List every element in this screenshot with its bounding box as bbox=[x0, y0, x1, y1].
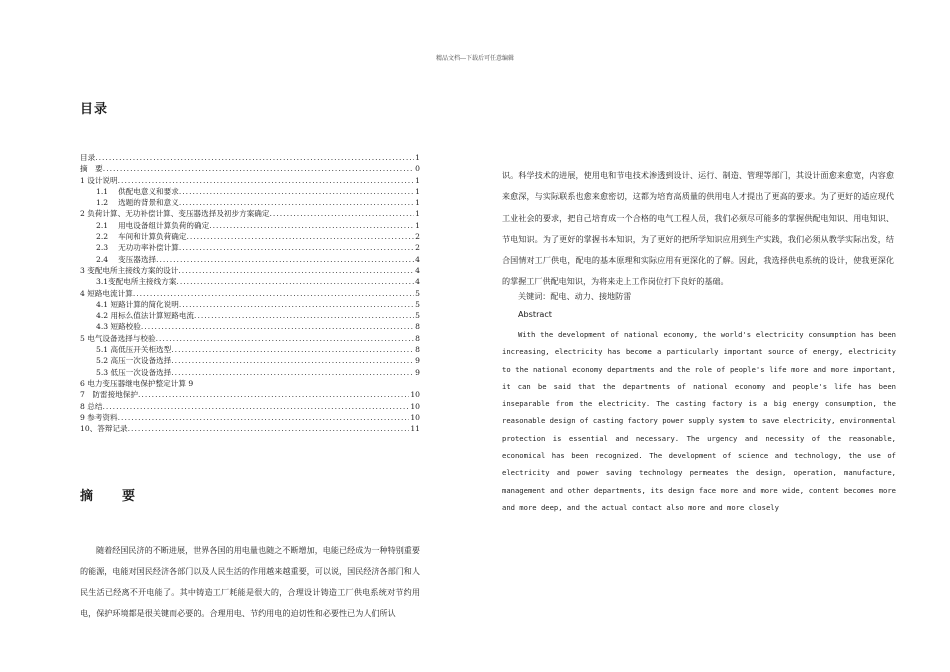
toc-entry-label: 3.1变配电所主接线方案 bbox=[96, 277, 177, 287]
toc-leader-dots bbox=[128, 423, 410, 434]
toc-entry[interactable] bbox=[80, 152, 420, 163]
toc-leader-dots bbox=[179, 186, 414, 197]
toc-leader-dots bbox=[156, 333, 415, 344]
toc-leader-dots bbox=[156, 254, 414, 265]
toc-entry-label: 10、答辩记录 bbox=[80, 424, 128, 434]
toc-entry-label: 1 设计说明 bbox=[80, 175, 118, 185]
toc-entry[interactable] bbox=[80, 265, 420, 276]
toc-leader-dots bbox=[95, 152, 414, 163]
toc-entry[interactable] bbox=[80, 423, 420, 434]
toc-entry[interactable] bbox=[80, 321, 420, 332]
toc-entry-page: 5 bbox=[415, 299, 420, 309]
toc-entry-page: 2 bbox=[415, 232, 420, 242]
toc-entry-page: 9 bbox=[415, 356, 420, 366]
toc-entry-page: 4 bbox=[415, 265, 420, 275]
toc-entry[interactable] bbox=[80, 231, 420, 242]
toc-entry[interactable] bbox=[80, 412, 420, 423]
toc-entry-page: 1 bbox=[415, 198, 420, 208]
toc-leader-dots bbox=[176, 276, 414, 287]
toc-entry[interactable] bbox=[80, 288, 420, 299]
toc-entry-label: 1.1 供配电意义和要求 bbox=[96, 186, 179, 196]
toc-leader-dots bbox=[118, 175, 415, 186]
table-of-contents bbox=[80, 152, 420, 434]
toc-entry-label: 9 参考资料 bbox=[80, 412, 118, 422]
abstract-en-title: Abstract bbox=[518, 309, 552, 319]
toc-entry-page: 1 bbox=[415, 175, 420, 185]
toc-entry-label: 8 总结 bbox=[80, 401, 103, 411]
toc-entry-page: 2 bbox=[415, 243, 420, 253]
toc-entry-label: 4.2 用标么值法计算短路电流 bbox=[96, 311, 195, 321]
toc-title: 目录 bbox=[80, 102, 109, 117]
toc-entry-page: 0 bbox=[415, 164, 420, 174]
toc-leader-dots bbox=[179, 242, 414, 253]
toc-entry[interactable] bbox=[80, 242, 420, 253]
toc-leader-dots bbox=[133, 288, 414, 299]
toc-entry[interactable] bbox=[80, 208, 420, 219]
toc-entry-page: 8 bbox=[415, 333, 420, 343]
toc-entry[interactable] bbox=[80, 254, 420, 265]
keywords: 关键词：配电、动力、接地防雷 bbox=[518, 291, 632, 301]
toc-entry[interactable] bbox=[80, 333, 420, 344]
toc-entry-label: 5.3 低压一次设备选择 bbox=[96, 367, 172, 377]
toc-entry-label: 2.3 无功功率补偿计算 bbox=[96, 243, 179, 253]
toc-entry-label: 5 电气设备选择与校验 bbox=[80, 333, 156, 343]
toc-entry[interactable] bbox=[80, 367, 420, 378]
toc-leader-dots bbox=[178, 265, 414, 276]
toc-entry-page: 1 bbox=[415, 209, 420, 219]
toc-entry-page: 8 bbox=[415, 345, 420, 355]
toc-entry-page: 4 bbox=[415, 254, 420, 264]
toc-entry[interactable] bbox=[80, 175, 420, 186]
toc-entry-page: 10 bbox=[410, 401, 420, 411]
toc-entry-label: 5.1 高低压开关柜选型 bbox=[96, 345, 172, 355]
toc-entry[interactable] bbox=[80, 163, 420, 174]
toc-leader-dots bbox=[209, 220, 414, 231]
toc-entry-label: 目录 bbox=[80, 153, 96, 162]
toc-entry-page: 10 bbox=[410, 390, 420, 400]
toc-leader-dots bbox=[102, 401, 409, 412]
toc-entry-page: 1 bbox=[415, 186, 420, 196]
toc-entry[interactable] bbox=[80, 276, 420, 287]
header-note: 精品文档---下载后可任意编辑 bbox=[435, 55, 515, 62]
toc-entry[interactable] bbox=[80, 378, 420, 389]
toc-entry-page: 5 bbox=[415, 288, 420, 298]
toc-entry[interactable] bbox=[80, 299, 420, 310]
toc-entry-label: 1.2 选题的背景和意义 bbox=[96, 198, 179, 208]
toc-entry[interactable] bbox=[80, 220, 420, 231]
toc-entry-page: 4 bbox=[415, 277, 420, 287]
toc-entry[interactable] bbox=[80, 389, 420, 400]
toc-entry-label: 4.1 短路计算的简化说明 bbox=[96, 299, 179, 309]
toc-entry-label: 5.2 高压一次设备选择 bbox=[96, 356, 172, 366]
toc-entry-label: 2.2 车间和计算负荷确定 bbox=[96, 232, 187, 242]
toc-entry-page bbox=[193, 378, 194, 389]
toc-leader-dots bbox=[179, 299, 414, 310]
toc-entry-label: 2.1 用电设备组计算负荷的确定 bbox=[96, 220, 210, 230]
toc-entry-label: 7 防雷接地保护 bbox=[80, 390, 138, 400]
toc-entry-label: 摘 要 bbox=[80, 164, 103, 174]
abstract-en-text: With the development of national economy, the world's electricity consumption has been increasing, electricity has become a particularly important source of energy, electricity to the national economy departments and the role of people's life more and more important, it can be said that the departments of national economy and people's life has been inseparable from the electricity. The casting factory is a big energy consumption, the reasonable design of casting factory power supply system to save electricity, environmental protection is essential and necessary. The urgency and necessity of the reasonable, economical has been recognized. The development of science and technology, the use of electricity and power saving technology permeates the design, operation, manufacture, management and other departments, its design face more and more wide, content becomes more and more deep, and the actual contact also more and more closely bbox=[502, 330, 896, 512]
toc-leader-dots bbox=[270, 208, 415, 219]
toc-entry-label: 3 变配电所主接线方案的设计 bbox=[80, 265, 179, 275]
toc-entry[interactable] bbox=[80, 197, 420, 208]
abstract-paragraph-right: 识。科学技术的进展，使用电和节电技术渗透到设计、运行、制造、管理等部门，其设计面愈来愈宽，内容愈来愈深，与实际联系也愈来愈密切，这都为培育高质量的供用电人才提出了更高的要求。为了更好的适应现代工业社会的要求，把自己培育成一个合格的电气工程人员，我们必须尽可能多的掌握供配电知识、用电知识、节电知识。为了更好的掌握书本知识，为了更好的把所学知识应用到生产实践，我们必须从教学实际出发，结合国情对工厂供电，配电的基本原理和实际应用有更深化的了解。因此，我选择供电系统的设计，使我更深化的掌握工厂供配电知识，为将来走上工作岗位打下良好的基础。 bbox=[502, 170, 894, 287]
toc-leader-dots bbox=[194, 310, 414, 321]
abstract-title: 摘 要 bbox=[80, 489, 144, 504]
toc-entry[interactable] bbox=[80, 310, 420, 321]
toc-leader-dots bbox=[141, 321, 414, 332]
toc-leader-dots bbox=[171, 367, 414, 378]
toc-entry-label: 2.4 变压器选择 bbox=[96, 254, 157, 264]
abstract-paragraph-left: 随着经国民济的不断进展，世界各国的用电量也随之不断增加，电能已经成为一种特别重要的能源，电能对国民经济各部门以及人民生活的作用越来越重要，可以说，国民经济各部门和人民生活已经离不开电能了。其中铸造工厂耗能是很大的，合理设计铸造工厂供电系统对节约用电，保护环境都是很关键而必要的。合理用电、节约用电的迫切性和必要性已为人们所认 bbox=[80, 545, 420, 618]
toc-entry-page: 5 bbox=[415, 311, 420, 321]
toc-leader-dots bbox=[138, 389, 409, 400]
toc-entry-page: 11 bbox=[410, 424, 420, 434]
toc-entry-label: 2 负荷计算、无功补偿计算、变压器选择及初步方案确定 bbox=[80, 209, 270, 219]
toc-leader-dots bbox=[103, 163, 414, 174]
toc-entry[interactable] bbox=[80, 401, 420, 412]
toc-leader-dots bbox=[118, 412, 410, 423]
toc-entry-label: 4.3 短路校验 bbox=[96, 322, 141, 332]
toc-leader-dots bbox=[171, 344, 414, 355]
toc-entry[interactable] bbox=[80, 344, 420, 355]
toc-leader-dots bbox=[186, 231, 414, 242]
toc-leader-dots bbox=[171, 355, 414, 366]
toc-leader-dots bbox=[179, 197, 414, 208]
toc-entry[interactable] bbox=[80, 355, 420, 366]
toc-entry-label: 4 短路电流计算 bbox=[80, 288, 133, 298]
toc-entry-page: 10 bbox=[410, 412, 420, 422]
toc-entry-page: 8 bbox=[415, 322, 420, 332]
toc-entry[interactable] bbox=[80, 186, 420, 197]
toc-entry-label: 6 电力变压器继电保护整定计算 9 bbox=[80, 378, 194, 388]
toc-entry-page: 1 bbox=[415, 153, 420, 162]
toc-entry-page: 1 bbox=[415, 220, 420, 230]
toc-entry-page: 9 bbox=[415, 367, 420, 377]
